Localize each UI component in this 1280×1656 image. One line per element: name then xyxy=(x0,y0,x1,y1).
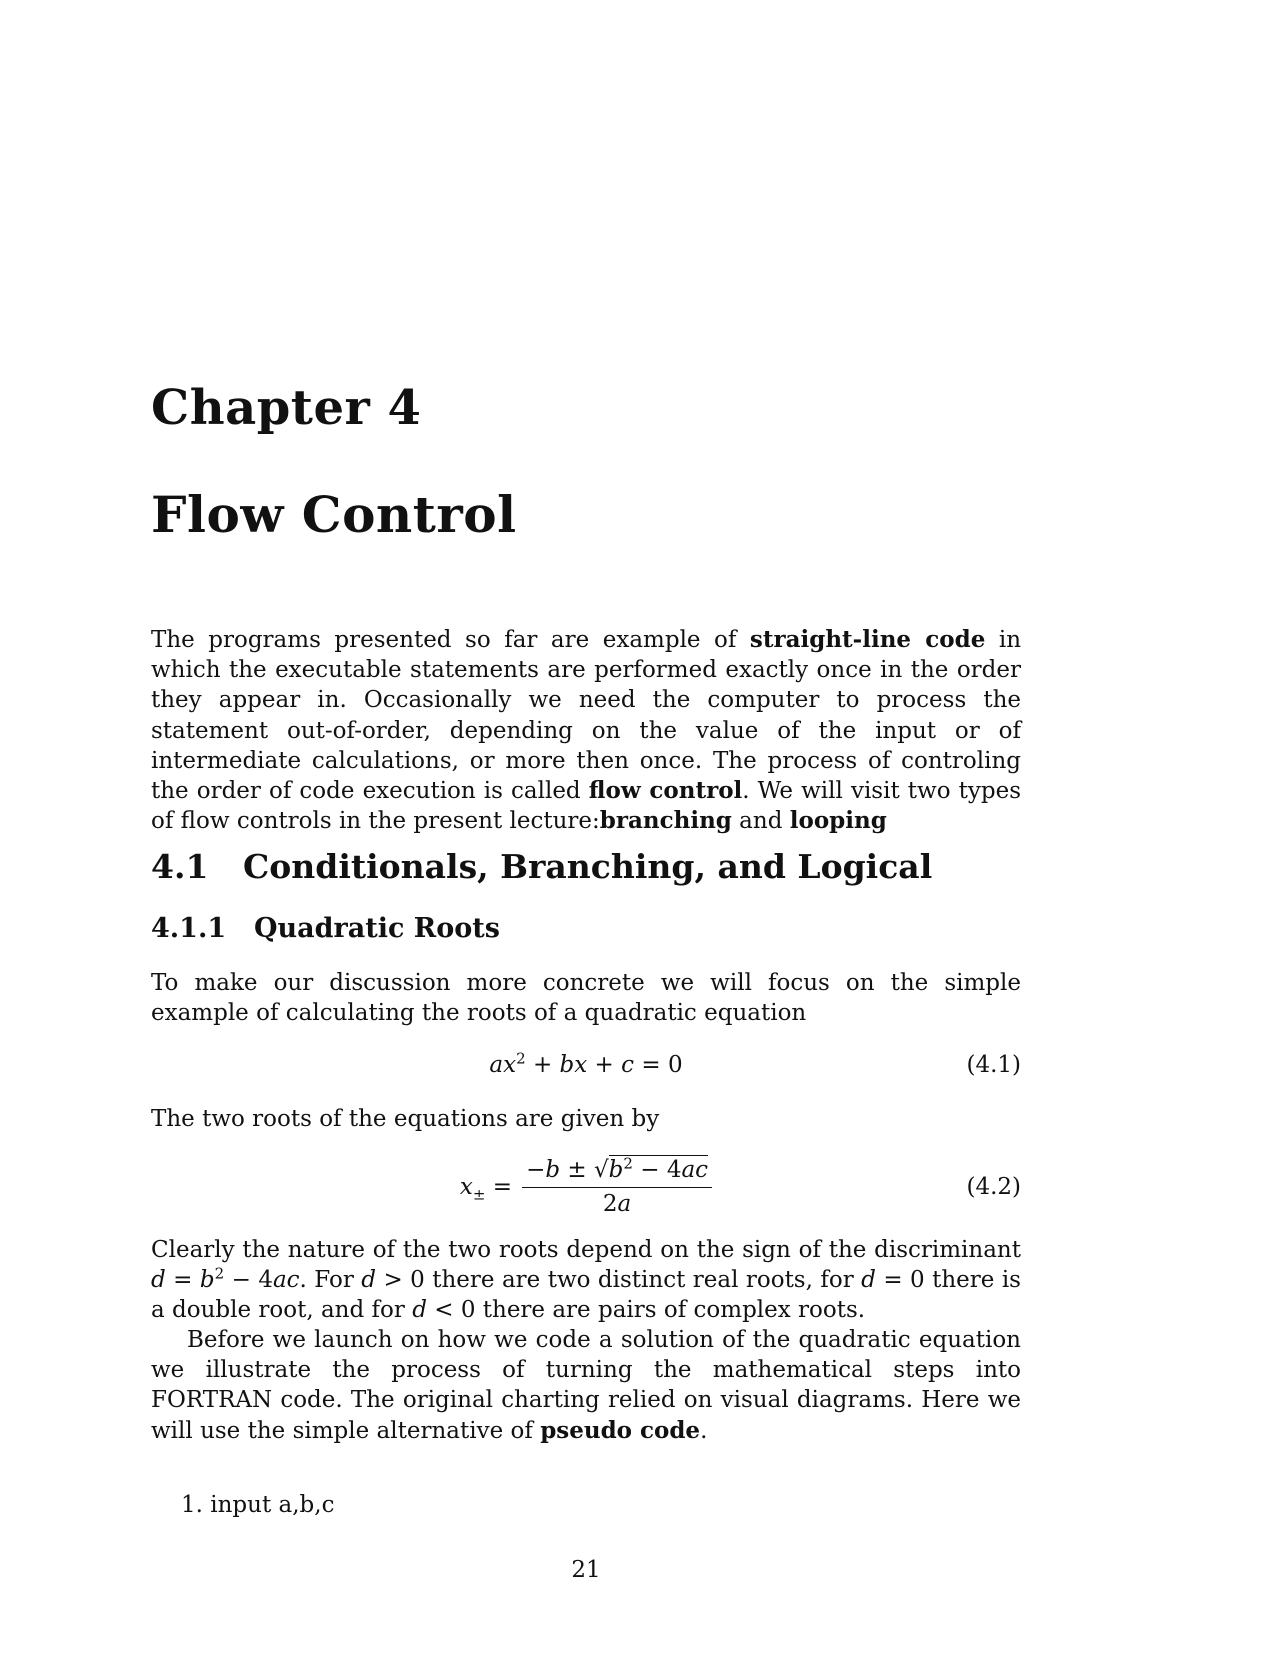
list-item: 1. input a,b,c xyxy=(181,1492,335,1518)
equation-4-1 xyxy=(151,1050,1021,1080)
section-heading xyxy=(151,847,933,886)
section-number: 4.1 xyxy=(151,847,209,886)
paragraph-pseudo-code xyxy=(151,1325,1021,1446)
subsection-number: 4.1.1 xyxy=(151,913,227,944)
paragraph-concrete-example: To make our discussion more concrete we will focus on the simple example of calculating the roots of a quadratic equation xyxy=(151,970,1021,1027)
discriminant-text-1: Clearly the nature of the two roots depend on the sign of the discriminant xyxy=(151,1237,1021,1263)
equation-4-1-math: $ax^2$ + bx + c = 0 xyxy=(489,1049,683,1078)
discriminant-text-2: there are two distinct real roots, for xyxy=(424,1267,862,1294)
equation-4-2-math: $x_\pm$ = $\frac{-b \pm √b^2 - 4ac}{2a}$ xyxy=(151,1150,1021,1224)
pseudo-code-end: . xyxy=(700,1417,708,1444)
intro-text-3: . We will visit two types of flow controls in the present lecture: xyxy=(151,778,1022,835)
term-flow-control: flow control xyxy=(588,777,743,805)
intro-text-1: The programs presented so far are example of xyxy=(151,627,750,653)
intro-text-2: in which the executable statements are performed exactly once in the order they appear in. Occasionally we need the computer to process the statement out-of-order, depending on the value of the input or of intermediate calculations, or more then once. The process of controling the order of code execution is called xyxy=(151,627,1022,805)
chapter-label: Chapter 4 xyxy=(151,380,422,436)
discriminant-text-4: there are pairs of complex roots. xyxy=(475,1297,866,1324)
equation-4-1-number: (4.1) xyxy=(966,1052,1021,1078)
intro-paragraph xyxy=(151,625,1021,836)
pseudo-code-text: Before we launch on how we code a solution of the quadratic equation we illustrate the process of turning the mathematical steps into FORTRAN code. The original charting relied on visual diagrams. Here we will use the simple alternative of xyxy=(151,1327,1021,1444)
root-fraction: $\frac{-b \pm √b^2 - 4ac}{2a}$ xyxy=(522,1155,712,1220)
term-pseudo-code: pseudo code xyxy=(540,1416,701,1444)
term-straight-line-code: straight-line code xyxy=(749,626,986,653)
section-title: Conditionals, Branching, and Logical xyxy=(243,847,933,886)
page xyxy=(151,0,1021,1656)
discriminant-text-for: . For xyxy=(299,1267,362,1294)
paragraph-discriminant: Clearly the nature of the two roots depend on the sign of the discriminant $d = b^2 - 4ac$. For d > 0 there are two distinct real roots, for d = 0 there is a double root, and for d < 0 there are pairs of complex roots. xyxy=(151,1237,1021,1324)
intro-text-4: and xyxy=(731,808,790,835)
term-branching: branching xyxy=(599,807,732,835)
page-number: 21 xyxy=(571,1557,601,1583)
discriminant-text-3: there is a double root, and for xyxy=(151,1267,1021,1324)
term-looping: looping xyxy=(789,807,887,835)
subsection-heading xyxy=(151,915,500,942)
equation-4-2-number: (4.2) xyxy=(966,1174,1021,1200)
equation-4-2 xyxy=(151,1150,1021,1224)
subsection-title: Quadratic Roots xyxy=(254,913,500,944)
paragraph-two-roots: The two roots of the equations are given by xyxy=(151,1106,660,1132)
chapter-title: Flow Control xyxy=(151,485,517,544)
